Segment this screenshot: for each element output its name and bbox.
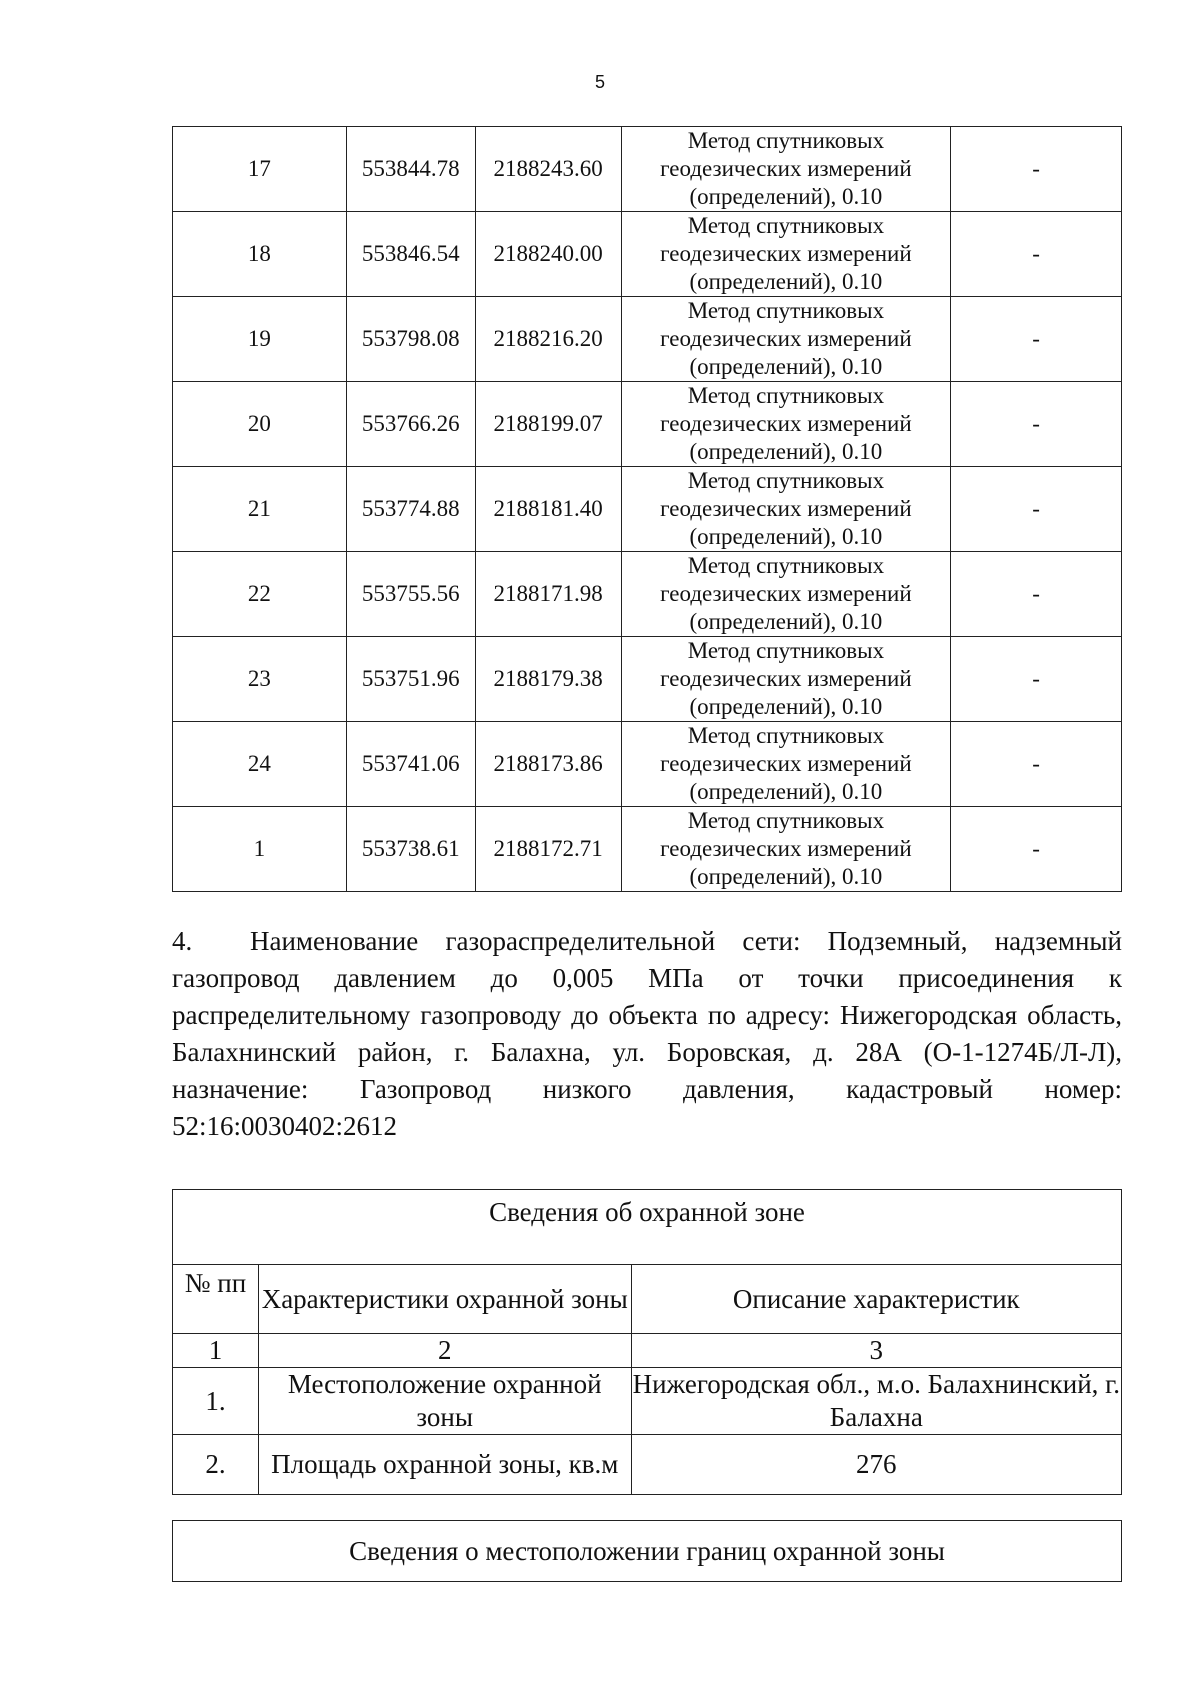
y-coordinate-cell: 2188173.86 <box>475 722 621 807</box>
method-line-2: геодезических измерений <box>660 581 912 606</box>
header-number: № пп <box>173 1265 259 1334</box>
column-number-1: 1 <box>173 1334 259 1368</box>
x-coordinate-cell: 553766.26 <box>346 382 475 467</box>
y-coordinate-cell: 2188172.71 <box>475 807 621 892</box>
y-coordinate-cell: 2188240.00 <box>475 212 621 297</box>
row-description: 276 <box>631 1435 1121 1495</box>
section-4-paragraph <box>172 923 1122 1145</box>
x-coordinate-cell: 553846.54 <box>346 212 475 297</box>
method-line-3: (определений), 0.10 <box>689 439 883 464</box>
method-line-1: Метод спутниковых <box>687 468 885 493</box>
point-number-cell: 17 <box>173 127 347 212</box>
point-number-cell: 18 <box>173 212 347 297</box>
row-description: Нижегородская обл., м.о. Балахнинский, г. Балахна <box>631 1368 1121 1435</box>
column-number-3: 3 <box>631 1334 1121 1368</box>
method-cell <box>621 212 951 297</box>
table-row <box>173 1435 1122 1495</box>
table-row <box>173 127 1122 212</box>
method-cell <box>621 722 951 807</box>
method-line-1: Метод спутниковых <box>687 383 885 408</box>
method-line-1: Метод спутниковых <box>687 723 885 748</box>
y-coordinate-cell: 2188181.40 <box>475 467 621 552</box>
y-coordinate-cell: 2188179.38 <box>475 637 621 722</box>
method-line-2: геодезических измерений <box>660 326 912 351</box>
table-row <box>173 722 1122 807</box>
method-line-1: Метод спутниковых <box>687 213 885 238</box>
method-line-3: (определений), 0.10 <box>689 524 883 549</box>
table-row <box>173 637 1122 722</box>
point-number-cell: 21 <box>173 467 347 552</box>
method-line-2: геодезических измерений <box>660 751 912 776</box>
method-line-2: геодезических измерений <box>660 156 912 181</box>
x-coordinate-cell: 553844.78 <box>346 127 475 212</box>
method-cell <box>621 467 951 552</box>
x-coordinate-cell: 553798.08 <box>346 297 475 382</box>
description-cell: - <box>951 637 1122 722</box>
bounds-table-title: Сведения о местоположении границ охранной зоны <box>173 1521 1122 1582</box>
zone-boundaries-table <box>172 1520 1122 1582</box>
table-row <box>173 382 1122 467</box>
method-line-1: Метод спутниковых <box>687 298 885 323</box>
description-cell: - <box>951 722 1122 807</box>
table-row <box>173 212 1122 297</box>
point-number-cell: 22 <box>173 552 347 637</box>
row-number: 1. <box>173 1368 259 1435</box>
row-characteristic: Площадь охранной зоны, кв.м <box>258 1435 631 1495</box>
point-number-cell: 24 <box>173 722 347 807</box>
table-row <box>173 552 1122 637</box>
method-line-1: Метод спутниковых <box>687 808 885 833</box>
y-coordinate-cell: 2188216.20 <box>475 297 621 382</box>
description-cell: - <box>951 382 1122 467</box>
method-line-3: (определений), 0.10 <box>689 864 883 889</box>
table-row <box>173 467 1122 552</box>
section-text: Наименование газораспределительной сети: Подземный, надземный газопровод давлением до 0,005 МПа от точки присоединения к распределительному газопроводу до объекта по адресу: Нижегородская область, Балахнинский район, г. Балахна, ул. Боровская, д. 28А (О-1-1274Б/Л-Л), назначение: Газопровод низкого давления, кадастровый номер: 52:16:0030402:2612 <box>172 926 1122 1141</box>
column-number-2: 2 <box>258 1334 631 1368</box>
description-cell: - <box>951 552 1122 637</box>
method-cell <box>621 637 951 722</box>
section-number: 4. <box>172 926 193 956</box>
x-coordinate-cell: 553751.96 <box>346 637 475 722</box>
method-line-2: геодезических измерений <box>660 836 912 861</box>
method-cell <box>621 382 951 467</box>
table-row <box>173 1368 1122 1435</box>
point-number-cell: 1 <box>173 807 347 892</box>
description-cell: - <box>951 127 1122 212</box>
point-number-cell: 19 <box>173 297 347 382</box>
protection-zone-table <box>172 1189 1122 1495</box>
description-cell: - <box>951 807 1122 892</box>
x-coordinate-cell: 553774.88 <box>346 467 475 552</box>
method-line-3: (определений), 0.10 <box>689 354 883 379</box>
description-cell: - <box>951 297 1122 382</box>
page-number: 5 <box>594 72 605 92</box>
x-coordinate-cell: 553738.61 <box>346 807 475 892</box>
method-line-1: Метод спутниковых <box>687 128 885 153</box>
table-row <box>173 297 1122 382</box>
method-line-1: Метод спутниковых <box>687 638 885 663</box>
y-coordinate-cell: 2188199.07 <box>475 382 621 467</box>
y-coordinate-cell: 2188243.60 <box>475 127 621 212</box>
description-cell: - <box>951 212 1122 297</box>
coordinates-table <box>172 126 1122 892</box>
method-line-3: (определений), 0.10 <box>689 694 883 719</box>
method-line-2: геодезических измерений <box>660 241 912 266</box>
table-row <box>173 807 1122 892</box>
x-coordinate-cell: 553741.06 <box>346 722 475 807</box>
method-line-2: геодезических измерений <box>660 411 912 436</box>
row-number: 2. <box>173 1435 259 1495</box>
header-description: Описание характеристик <box>631 1265 1121 1334</box>
point-number-cell: 23 <box>173 637 347 722</box>
method-line-3: (определений), 0.10 <box>689 779 883 804</box>
method-line-3: (определений), 0.10 <box>689 184 883 209</box>
y-coordinate-cell: 2188171.98 <box>475 552 621 637</box>
method-line-3: (определений), 0.10 <box>689 609 883 634</box>
method-line-3: (определений), 0.10 <box>689 269 883 294</box>
x-coordinate-cell: 553755.56 <box>346 552 475 637</box>
method-cell <box>621 127 951 212</box>
method-cell <box>621 297 951 382</box>
method-line-2: геодезических измерений <box>660 666 912 691</box>
description-cell: - <box>951 467 1122 552</box>
method-line-1: Метод спутниковых <box>687 553 885 578</box>
method-line-2: геодезических измерений <box>660 496 912 521</box>
method-cell <box>621 807 951 892</box>
method-cell <box>621 552 951 637</box>
point-number-cell: 20 <box>173 382 347 467</box>
row-characteristic: Местоположение охранной зоны <box>258 1368 631 1435</box>
zone-table-title: Сведения об охранной зоне <box>173 1190 1122 1265</box>
header-characteristics: Характеристики охранной зоны <box>258 1265 631 1334</box>
